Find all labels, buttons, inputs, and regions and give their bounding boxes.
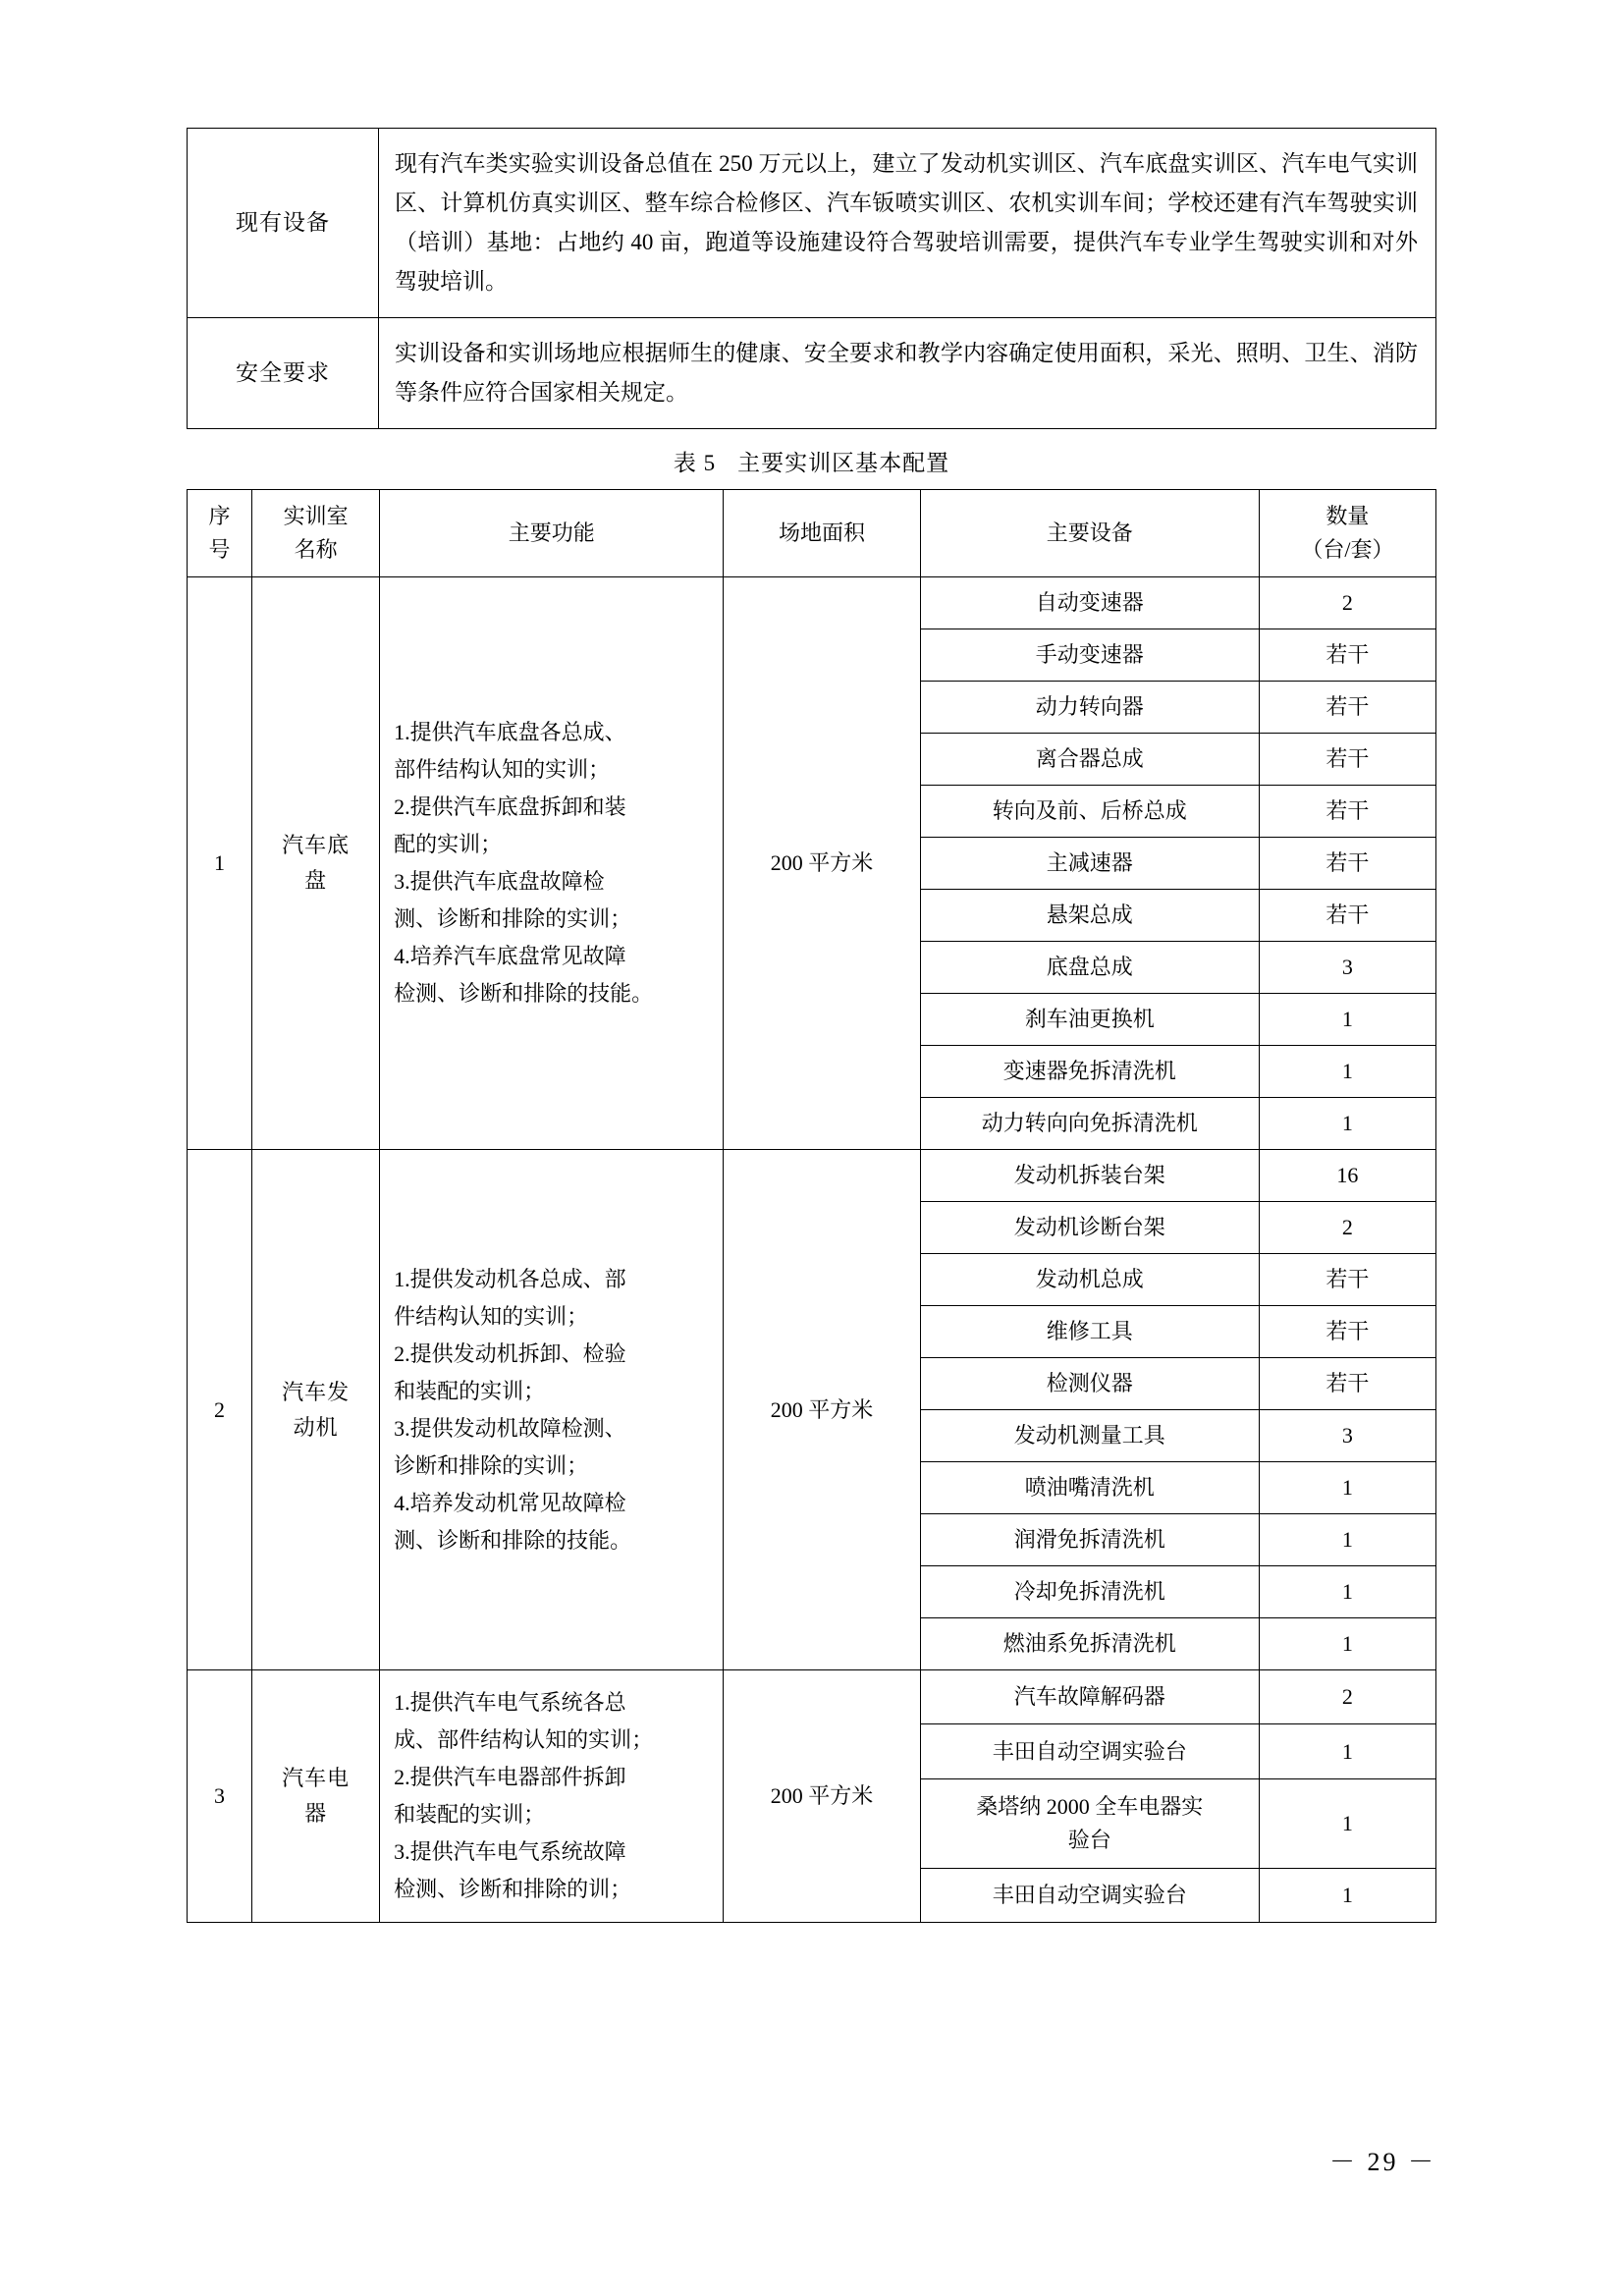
equipment-line: 底盘总成: [1046, 955, 1133, 979]
cell-equipment: [920, 838, 1259, 890]
cell-equipment: [920, 942, 1259, 994]
table-row: [188, 577, 1436, 629]
cell-seq: 3: [188, 1670, 252, 1923]
caption-number: 表 5: [673, 451, 717, 475]
function-line: 2.提供汽车电器部件拆卸: [394, 1765, 626, 1789]
function-line: 3.提供汽车底盘故障检: [394, 869, 605, 894]
function-line: 1.提供发动机各总成、部: [394, 1266, 626, 1291]
equipment-line: 悬架总成: [1046, 902, 1133, 927]
cell-equipment: [920, 1462, 1259, 1514]
cell-seq: 2: [188, 1150, 252, 1670]
equipment-line: 刹车油更换机: [1024, 1007, 1155, 1031]
equipment-line: 转向及前、后桥总成: [992, 798, 1187, 823]
cell-equipment: [920, 1514, 1259, 1566]
room-name-line: 汽车电: [282, 1766, 351, 1790]
caption-title: 主要实训区基本配置: [737, 451, 950, 475]
function-line: 3.提供汽车电气系统故障: [394, 1839, 626, 1864]
cell-equipment: [920, 786, 1259, 838]
equipment-line: 手动变速器: [1035, 642, 1144, 667]
cell-quantity: 1: [1259, 1462, 1435, 1514]
function-line: 4.培养发动机常见故障检: [394, 1490, 626, 1515]
equipment-line: 离合器总成: [1035, 746, 1144, 771]
cell-quantity: 1: [1259, 1724, 1435, 1778]
equipment-line: 动力转向向免拆清洗机: [981, 1111, 1198, 1135]
equipment-line: 维修工具: [1046, 1319, 1133, 1343]
cell-equipment: [920, 1150, 1259, 1202]
cell-quantity: 若干: [1259, 734, 1435, 786]
cell-area: 200 平方米: [724, 1670, 920, 1923]
function-line: 成、部件结构认知的实训；: [394, 1727, 654, 1752]
function-line: 1.提供汽车电气系统各总: [394, 1690, 626, 1715]
function-line: 部件结构认知的实训；: [394, 757, 611, 782]
cell-equipment: [920, 1868, 1259, 1922]
header-seq-line1: 序: [208, 504, 231, 528]
training-area-config-table: [187, 489, 1436, 1923]
function-line: 2.提供汽车底盘拆卸和装: [394, 794, 626, 819]
cell-quantity: 若干: [1259, 890, 1435, 942]
function-line: 配的实训；: [394, 832, 503, 856]
equipment-line: 检测仪器: [1046, 1371, 1133, 1395]
row-content-safety-requirement: [379, 318, 1436, 429]
header-quantity-line2: （台/套）: [1301, 537, 1394, 562]
cell-quantity: 若干: [1259, 1254, 1435, 1306]
equipment-line: 喷油嘴清洗机: [1024, 1475, 1155, 1500]
cell-function: [380, 1150, 724, 1670]
cell-area: 200 平方米: [724, 577, 920, 1150]
cell-quantity: 1: [1259, 1098, 1435, 1150]
page-number: － 29 －: [1328, 2148, 1436, 2176]
header-area: 场地面积: [724, 490, 920, 577]
cell-quantity: 若干: [1259, 629, 1435, 682]
cell-function: [380, 1670, 724, 1923]
equipment-line: 冷却免拆清洗机: [1013, 1579, 1165, 1604]
header-seq: [188, 490, 252, 577]
cell-equipment: [920, 1670, 1259, 1724]
table-row: [188, 318, 1436, 429]
equipment-line: 桑塔纳 2000 全车电器实: [976, 1793, 1204, 1819]
equipment-line: 动力转向器: [1035, 694, 1144, 719]
cell-equipment: [920, 1410, 1259, 1462]
cell-function: [380, 577, 724, 1150]
existing-equipment-text: 现有汽车类实验实训设备总值在 250 万元以上，建立了发动机实训区、汽车底盘实训区、汽车电气实训区、计算机仿真实训区、整车综合检修区、汽车钣喷实训区、农机实训车间；学校还建有汽车驾驶实训（培训）基地：占地约 40 亩，跑道等设施建设符合驾驶培训需要，提供汽车专业学生驾驶实训和对外驾驶培训。: [395, 151, 1418, 294]
cell-quantity: 若干: [1259, 682, 1435, 734]
equipment-line: 燃油系免拆清洗机: [1002, 1631, 1176, 1656]
cell-equipment: [920, 734, 1259, 786]
facility-info-table: [187, 128, 1436, 429]
cell-quantity: 1: [1259, 1618, 1435, 1670]
equipment-line: 发动机测量工具: [1013, 1423, 1165, 1448]
equipment-line: 发动机拆装台架: [1013, 1163, 1165, 1187]
function-line: 测、诊断和排除的技能。: [394, 1527, 632, 1553]
cell-equipment: [920, 1358, 1259, 1410]
cell-equipment: [920, 577, 1259, 629]
cell-room-name: [252, 1670, 380, 1923]
equipment-line: 汽车故障解码器: [1013, 1684, 1165, 1710]
function-line: 和装配的实训；: [394, 1378, 546, 1403]
table-row: [188, 1670, 1436, 1724]
equipment-line: 丰田自动空调实验台: [992, 1882, 1187, 1907]
room-name-line: 器: [304, 1801, 328, 1826]
cell-quantity: 3: [1259, 1410, 1435, 1462]
function-line: 测、诊断和排除的实训；: [394, 906, 632, 931]
function-line: 1.提供汽车底盘各总成、: [394, 720, 626, 744]
facility-info-body: [188, 129, 1436, 429]
header-quantity: [1259, 490, 1435, 577]
header-function: 主要功能: [380, 490, 724, 577]
table-row: [188, 129, 1436, 318]
table-header: [188, 490, 1436, 577]
equipment-line: 丰田自动空调实验台: [992, 1738, 1187, 1764]
equipment-line: 自动变速器: [1035, 590, 1144, 615]
cell-quantity: 3: [1259, 942, 1435, 994]
header-quantity-line1: 数量: [1325, 504, 1370, 528]
equipment-line: 润滑免拆清洗机: [1013, 1527, 1165, 1552]
function-line: 检测、诊断和排除的训；: [394, 1877, 632, 1901]
cell-equipment: [920, 1202, 1259, 1254]
room-name-line: 汽车底: [282, 833, 351, 857]
cell-equipment: [920, 1306, 1259, 1358]
cell-equipment: [920, 1098, 1259, 1150]
cell-equipment: [920, 1724, 1259, 1778]
cell-seq: 1: [188, 577, 252, 1150]
table-body: [188, 577, 1436, 1923]
cell-quantity: 1: [1259, 1514, 1435, 1566]
row-label-existing-equipment: 现有设备: [188, 129, 379, 318]
equipment-line: 主减速器: [1046, 850, 1133, 875]
cell-quantity: 1: [1259, 1566, 1435, 1618]
cell-equipment: [920, 1046, 1259, 1098]
cell-equipment: [920, 629, 1259, 682]
header-room: [252, 490, 380, 577]
cell-quantity: 2: [1259, 1202, 1435, 1254]
cell-equipment: [920, 890, 1259, 942]
cell-quantity: 1: [1259, 1046, 1435, 1098]
header-equipment: 主要设备: [920, 490, 1259, 577]
equipment-line: 发动机总成: [1035, 1267, 1144, 1291]
function-line: 4.培养汽车底盘常见故障: [394, 944, 626, 968]
cell-equipment: [920, 1618, 1259, 1670]
cell-equipment: [920, 1566, 1259, 1618]
header-seq-line2: 号: [208, 537, 231, 562]
cell-equipment: [920, 1254, 1259, 1306]
room-name-line: 汽车发: [282, 1379, 351, 1404]
function-line: 件结构认知的实训；: [394, 1303, 589, 1329]
table-row: [188, 1150, 1436, 1202]
table-caption: [187, 429, 1436, 489]
cell-quantity: 若干: [1259, 1358, 1435, 1410]
cell-room-name: [252, 1150, 380, 1670]
cell-quantity: 2: [1259, 1670, 1435, 1724]
header-row: [188, 490, 1436, 577]
equipment-line: 变速器免拆清洗机: [1002, 1059, 1176, 1083]
cell-quantity: 1: [1259, 1778, 1435, 1868]
equipment-line: 验台: [1067, 1827, 1111, 1852]
cell-quantity: 若干: [1259, 786, 1435, 838]
function-line: 和装配的实训；: [394, 1802, 546, 1827]
function-line: 检测、诊断和排除的技能。: [394, 981, 654, 1006]
cell-quantity: 16: [1259, 1150, 1435, 1202]
cell-quantity: 1: [1259, 994, 1435, 1046]
cell-quantity: 1: [1259, 1868, 1435, 1922]
row-content-existing-equipment: [379, 129, 1436, 318]
safety-requirement-text: 实训设备和实训场地应根据师生的健康、安全要求和教学内容确定使用面积，采光、照明、卫生、消防等条件应符合国家相关规定。: [395, 341, 1418, 405]
row-label-safety-requirement: 安全要求: [188, 318, 379, 429]
cell-quantity: 2: [1259, 577, 1435, 629]
header-room-line1: 实训室: [283, 504, 349, 528]
cell-room-name: [252, 577, 380, 1150]
room-name-line: 动机: [293, 1414, 339, 1440]
function-line: 诊断和排除的实训；: [394, 1452, 589, 1478]
cell-equipment: [920, 1778, 1259, 1868]
cell-area: 200 平方米: [724, 1150, 920, 1670]
header-room-line2: 名称: [294, 537, 338, 562]
cell-equipment: [920, 994, 1259, 1046]
room-name-line: 盘: [304, 868, 328, 893]
function-line: 3.提供发动机故障检测、: [394, 1415, 626, 1441]
cell-quantity: 若干: [1259, 838, 1435, 890]
equipment-line: 发动机诊断台架: [1013, 1215, 1165, 1239]
function-line: 2.提供发动机拆卸、检验: [394, 1340, 626, 1366]
cell-equipment: [920, 682, 1259, 734]
cell-quantity: 若干: [1259, 1306, 1435, 1358]
